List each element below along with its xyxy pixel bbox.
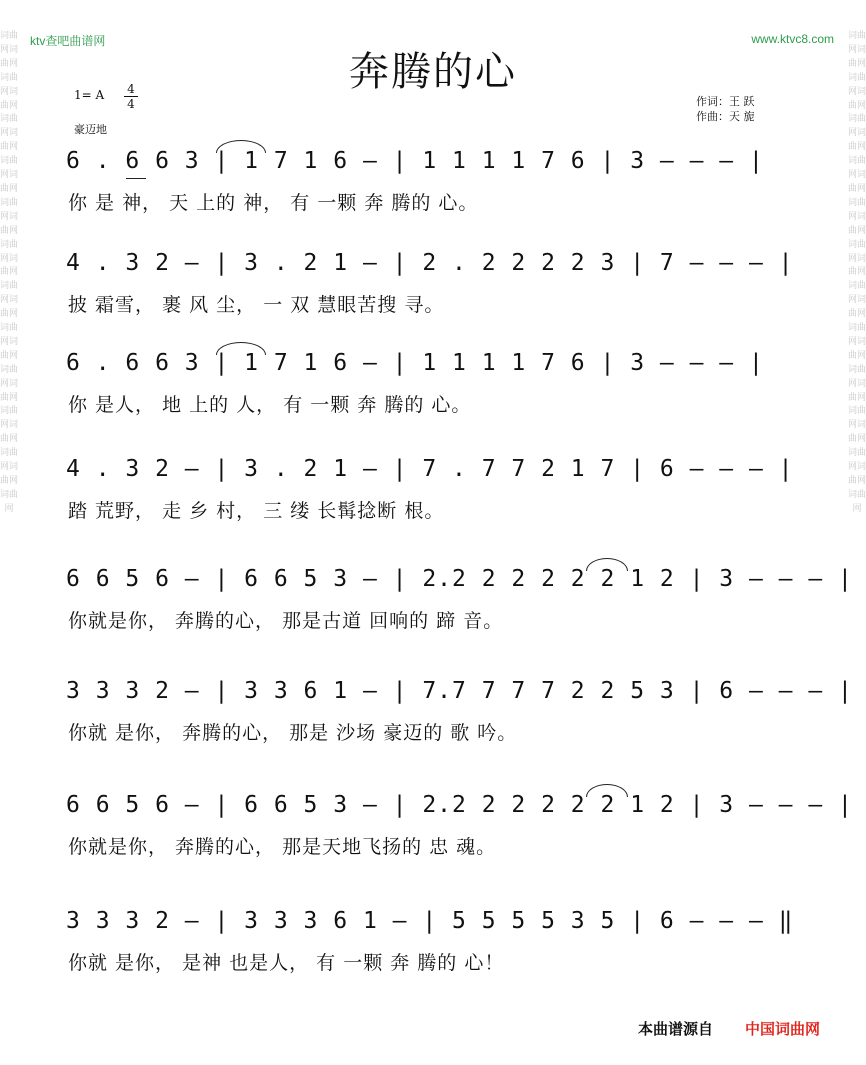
melody-line: 3 3 3 2 — | 3 3 3 6 1 — | 5 5 5 5 3 5 | 6 — — — ‖	[66, 908, 794, 934]
site-url-right[interactable]: www.ktvc8.com	[751, 32, 834, 46]
song-title: 奔腾的心	[349, 49, 517, 95]
melody-line: 6 6 5 6 — | 6 6 5 3 — | 2.2 2 2 2 2 2 1 2 | 3 — — — |	[66, 566, 853, 592]
lyrics-line: 你就 是你， 奔腾的心， 那是 沙场 豪迈的 歌 吟。	[68, 722, 518, 744]
left-watermark-strip: 词曲网词曲网词曲网词曲网词曲网词曲网词曲网词曲网词曲网词曲网词曲网词曲网词曲网词曲网词曲网词曲网词曲网词曲网词曲网词曲网词曲网词曲网词曲网	[0, 31, 19, 514]
melody-line: 6 . 6 6 3 | 1 7 1 6 — | 1 1 1 1 7 6 | 3 — — — |	[66, 350, 764, 376]
lyrics-line: 踏 荒野， 走 乡 村， 三 缕 长髯捻断 根。	[68, 500, 445, 522]
melody-line: 6 . 6 6 3 | 1 7 1 6 — | 1 1 1 1 7 6 | 3 — — — |	[66, 148, 764, 174]
lyrics-line: 披 霜雪， 裹 风 尘， 一 双 慧眼苦搜 寻。	[68, 294, 445, 316]
time-signature-bottom: 4	[127, 97, 135, 111]
melody-line: 3 3 3 2 — | 3 3 6 1 — | 7.7 7 7 7 2 2 5 3 | 6 — — — |	[66, 678, 853, 704]
source-label: 本曲谱源自	[638, 1020, 714, 1038]
tie-mark	[216, 140, 266, 153]
lyrics-line: 你就是你， 奔腾的心， 那是天地飞扬的 忠 魂。	[68, 836, 497, 858]
lyrics-line: 你就是你， 奔腾的心， 那是古道 回响的 蹄 音。	[68, 610, 504, 632]
lyricist-credit: 作词：王 跃	[696, 95, 755, 108]
tie-mark	[586, 558, 628, 571]
melody-line: 6 6 5 6 — | 6 6 5 3 — | 2.2 2 2 2 2 2 1 2 | 3 — — — |	[66, 792, 853, 818]
time-signature-top: 4	[124, 83, 138, 97]
melody-line: 4 . 3 2 — | 3 . 2 1 — | 7 . 7 7 2 1 7 | 6 — — — |	[66, 456, 794, 482]
site-name-left[interactable]: ktv查吧曲谱网	[30, 34, 106, 48]
lyrics-line: 你就 是你， 是神 也是人， 有 一颗 奔 腾的 心！	[68, 952, 505, 974]
source-site-link[interactable]: 中国词曲网	[745, 1020, 821, 1038]
lyrics-line: 你 是人， 地 上的 人， 有 一颗 奔 腾的 心。	[68, 394, 472, 416]
lyrics-line: 你 是 神， 天 上的 神， 有 一颗 奔 腾的 心。	[68, 192, 479, 214]
tie-mark	[216, 342, 266, 355]
melody-line: 4 . 3 2 — | 3 . 2 1 — | 2 . 2 2 2 2 3 | 7 — — — |	[66, 250, 794, 276]
right-watermark-strip: 词曲网词曲网词曲网词曲网词曲网词曲网词曲网词曲网词曲网词曲网词曲网词曲网词曲网词曲网词曲网词曲网词曲网词曲网词曲网词曲网词曲网词曲网词曲网	[848, 31, 866, 514]
time-signature	[124, 83, 138, 111]
tie-mark	[586, 784, 628, 797]
key-signature: 1= A	[74, 88, 105, 102]
credits-block	[696, 94, 755, 124]
tempo-mood-marking: 豪迈地	[74, 123, 107, 136]
composer-credit: 作曲：天 旎	[696, 110, 755, 123]
underline-beam	[126, 178, 146, 179]
